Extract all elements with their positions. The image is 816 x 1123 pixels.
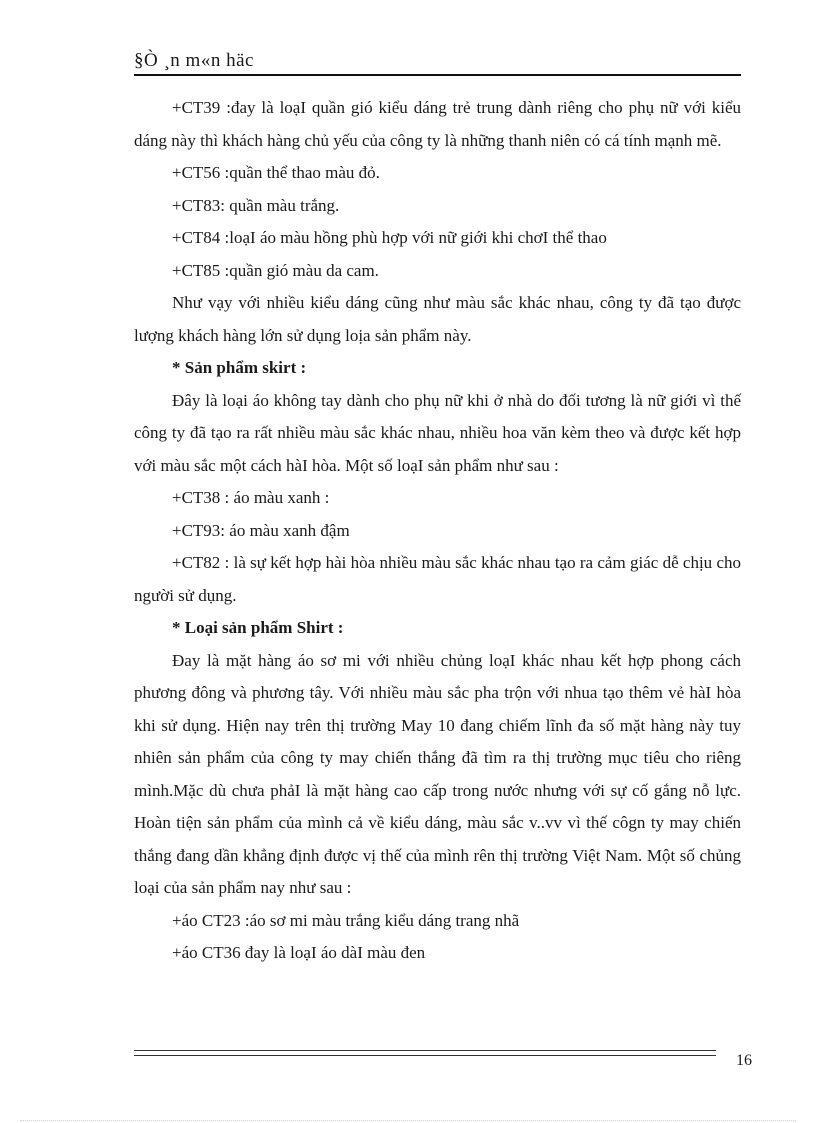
heading-shirt: * Loại sản phẩm Shirt :: [172, 618, 344, 637]
page-header-title: §Ò ¸n m«n häc: [134, 50, 254, 71]
page-number: 16: [736, 1052, 752, 1069]
heading-skirt: * Sản phẩm skirt :: [172, 358, 307, 377]
document-body: [134, 92, 741, 970]
paragraph-ct85: +CT85 :quần gió màu da cam.: [172, 260, 379, 280]
footer-divider: [134, 1050, 716, 1056]
paragraph-ct39: +CT39 :đay là loạI quần gió kiểu dáng trẻ trung dành riêng cho phụ nữ với kiểu dáng này thì khách hàng chủ yếu của công ty là những thanh niên có cá tính mạnh mẽ.: [134, 98, 741, 150]
paragraph-skirt-intro: Đây là loại áo không tay dành cho phụ nữ khi ở nhà do đối tương là nữ giới vì thế công ty đã tạo ra rất nhiều màu sắc khác nhau, nhiều hoa văn kèm theo và được kết hợp với màu sắc một cách hàI hòa. Một số loạI sản phẩm như sau :: [134, 390, 741, 475]
paragraph-shirt-intro: Đay là mặt hàng áo sơ mi với nhiều chủng loạI khác nhau kết hợp phong cách phương đông và phương tây. Với nhiều màu sắc pha trộn với nhua tạo thêm vẻ hàI hòa khi sử dụng. Hiện nay trên thị trường May 10 đang chiếm lĩnh đa số mặt hàng này tuy nhiên sản phẩm của công ty may chiến thắng đã tìm ra thị trường mục tiêu cho riêng mình.Mặc dù chưa phảI là mặt hàng cao cấp trong nước nhưng với sự cố gắng nỗ lực. Hoàn tiện sản phẩm của mình cả về kiểu dáng, màu sắc v..vv vì thế côgn ty may chiến thắng đang dần khẳng định được vị thế của mình rên thị trường Việt Nam. Một số chủng loại của sản phẩm nay như sau :: [134, 650, 741, 897]
paragraph-ct83: +CT83: quần màu trắng.: [172, 195, 340, 215]
paragraph-ct84: +CT84 :loạI áo màu hồng phù hợp với nữ giới khi chơI thể thao: [172, 228, 607, 247]
paragraph-ct36: +áo CT36 đay là loạI áo dàI màu đen: [172, 943, 426, 962]
paragraph-ct82: +CT82 : là sự kết hợp hài hòa nhiều màu sắc khác nhau tạo ra cảm giác dễ chịu cho người sử dụng.: [134, 553, 741, 605]
paragraph-summary: Như vạy với nhiều kiểu dáng cũng như màu sắc khác nhau, công ty đã tạo được lượng khách hàng lớn sử dụng loịa sản phẩm này.: [134, 293, 741, 345]
page-edge-dots: [20, 1120, 796, 1121]
paragraph-ct38: +CT38 : áo màu xanh :: [172, 488, 330, 507]
header-divider: [134, 74, 741, 76]
paragraph-ct56: +CT56 :quần thể thao màu đỏ.: [172, 163, 380, 182]
paragraph-ct23: +áo CT23 :áo sơ mi màu trắng kiểu dáng trang nhã: [172, 910, 520, 930]
paragraph-ct93: +CT93: áo màu xanh đậm: [172, 520, 350, 540]
